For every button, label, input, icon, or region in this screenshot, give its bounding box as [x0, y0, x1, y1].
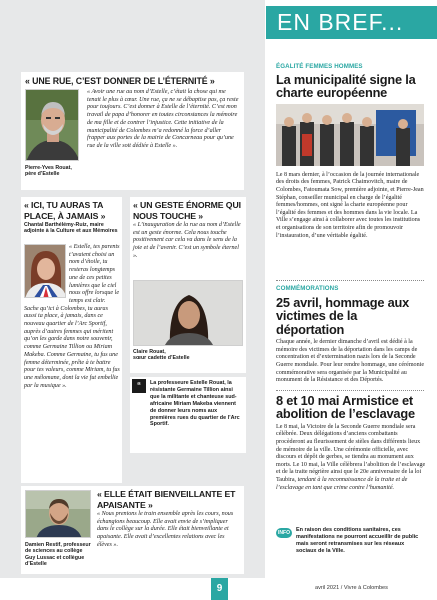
banner-title: EN BREF... — [277, 9, 404, 35]
portrait-bearded-man-icon — [26, 491, 91, 538]
divider — [276, 390, 424, 391]
info-note-text: En raison des conditions sanitaires, ces manifestations ne pourront accueillir de public mais seront retransmises sur les réseaux sociaux de la Ville. — [296, 527, 419, 554]
portrait-young-woman-icon — [134, 281, 243, 346]
quote-title: « ELLE ÉTAIT BIENVEILLANTE ET APAISANTE » — [97, 489, 236, 510]
photo-caption: Pierre-Yves Rouat, père d’Estelle — [25, 165, 72, 178]
info-text: La professeure Estelle Rouat, la résistante Germaine Tillion ainsi que la militante et chanteuse sud-africaine Miriam Makeba viennent de donner leurs noms aux premières rues du quartier de l’Arc Sportif. — [150, 380, 240, 428]
photo-charter-signing — [276, 104, 424, 166]
article-body: Le 8 mai, la Victoire de la Seconde Guerre mondiale sera célébrée. Deux délégations d’anciens combattants procèderont au fleurissement de stèles dans différents lieux de mémoire de la ville. Une cérémonie officielle, avec discours et dépôt de gerbes, se tiendra au monument aux morts. Le 10 mai, la Ville célèbrera l’abolition de l’esclavage et de la traite négrière ainsi que le 20e anniversaire de la loi Taubira, tendant à la reconnaissance de la traite et de l’esclavage en tant que crime contre l’humanité. — [276, 423, 426, 491]
footer-issue: avril 2021 / Vivre à Colombes — [315, 585, 388, 591]
quote-title: « ICI, TU AURAS TA PLACE, À JAMAIS » — [24, 200, 106, 221]
photo-pierre-yves-rouat — [25, 89, 79, 161]
info-note — [276, 527, 426, 571]
article-deportation — [276, 285, 426, 385]
article-kicker: COMMÉMORATIONS — [276, 285, 339, 292]
photo-caption: Damien Restif, professeur de sciences au collège Guy Lussac et collègue d’Estelle — [25, 542, 91, 567]
quote-title: « UN GESTE ÉNORME QUI NOUS TOUCHE » — [133, 200, 241, 221]
photo-caption: Claire Rouat, sœur cadette d’Estelle — [133, 349, 190, 362]
section-banner — [266, 6, 437, 39]
quote-box-father — [21, 72, 244, 190]
speech-bubble-icon: “ — [132, 379, 146, 393]
speaker-name: Chantal Barthélémy-Ruiz, maire adjointe à la Culture et aux Mémoires — [24, 222, 118, 235]
info-box-street-names — [130, 377, 246, 453]
article-title: 25 avril, hommage aux victimes de la déportation — [276, 295, 410, 337]
article-body: Chaque année, le dernier dimanche d’avril est dédié à la mémoire des victimes de la déportation dans les camps de concentration et d’extermination nazis lors de la Seconde Guerre mondiale. Pour leur rendre hommage, une cérémonie commémorative sera organisée par la Municipalité au monument de la Résistance et des Déportés. — [276, 339, 425, 384]
quote-text: « Avoir une rue au nom d’Estelle, c’était la chose qui me tenait le plus à cœur. Une rue, ça ne se débaptise pas, ça reste pour toujours. C’est donner à Estelle de l’éternité. C’est mon travail de papa d’honorer en toutes circonstances la mémoire de ma fille et de contrer l’injustice. Cette initiative de la municipalité de Colombes m’a redonné la force d’aller frapper aux portes de la mairie de Concarneau pour qu’une rue de la ville soit dédiée à Estelle ». — [87, 89, 239, 149]
quote-box-sister — [130, 197, 246, 373]
portrait-woman-icon — [25, 245, 66, 298]
article-title: La municipalité signe la charte européenne — [276, 72, 416, 101]
divider — [276, 280, 424, 281]
page-footer — [0, 578, 437, 600]
portrait-man-icon — [26, 90, 79, 161]
photo-chantal-barthelemy-ruiz — [24, 244, 66, 298]
quote-title: « UNE RUE, C’EST DONNER DE L’ÉTERNITÉ » — [25, 76, 215, 86]
page-number: 9 — [211, 578, 228, 600]
info-icon: INFO — [276, 528, 292, 538]
article-title: 8 et 10 mai Armistice et abolition de l’esclavage — [276, 393, 415, 422]
quote-text: « Nous prenions le train ensemble après les cours, nous échangions beaucoup. Elle avait envie de s’impliquer dans le collège sur la durée. Elle était bienveillante et apaisante. Elle avait d’excellentes relations avec les élèves ». — [97, 511, 234, 548]
quote-box-deputy-mayor — [21, 197, 122, 483]
article-body: Le 8 mars dernier, à l’occasion de la journée internationale des droits des femmes, Patrick Chaimovitch, maire de Colombes, Fatoumata Sow, première adjointe, et Pierre-Jean Stéphan, conseiller municipal en charge de l’égalité femmes/hommes, ont signé la charte européenne pour l’égalité des femmes et des hommes dans la vie locale. La Ville s’engage ainsi à collaborer avec toutes les institutions et organisations de son territoire afin de promouvoir l’instauration, d’une véritable égalité. — [276, 171, 424, 239]
article-kicker: ÉGALITÉ FEMMES HOMMES — [276, 63, 363, 70]
quote-text: « Estelle, tes parents t’avaient choisi un nom d’étoile, tu resteras longtemps une de ces petites lumières que le ciel nous offre lorsque le temps est clair. Sache qu’ici à Colombes, tu auras aussi ta place, à jamais, dans ce nouveau quartier de l’Arc Sportif, auprès d’autres femmes qui méritent qu’on les garde dans notre souvenir, comme Germaine Tillion ou Miriam Makeba. Comme Germaine, tu fus une femme déterminée, prête à te battre pour tes valeurs, comme Miriam, tu fus une mélomane, dont la vie fut embellie par la musique ». — [24, 244, 120, 389]
article-charter — [276, 63, 426, 240]
article-armistice — [276, 394, 426, 492]
group-photo-icon — [276, 104, 424, 166]
quote-text: « L’inauguration de la rue au nom d’Estelle est un geste énorme. Cela nous touche positivement car cela va dans le sens de la joie et de l’avenir. C’est un symbole éternel ». — [133, 222, 241, 259]
photo-damien-restif — [25, 490, 91, 538]
photo-claire-rouat — [133, 280, 243, 346]
quote-box-colleague — [21, 486, 244, 574]
